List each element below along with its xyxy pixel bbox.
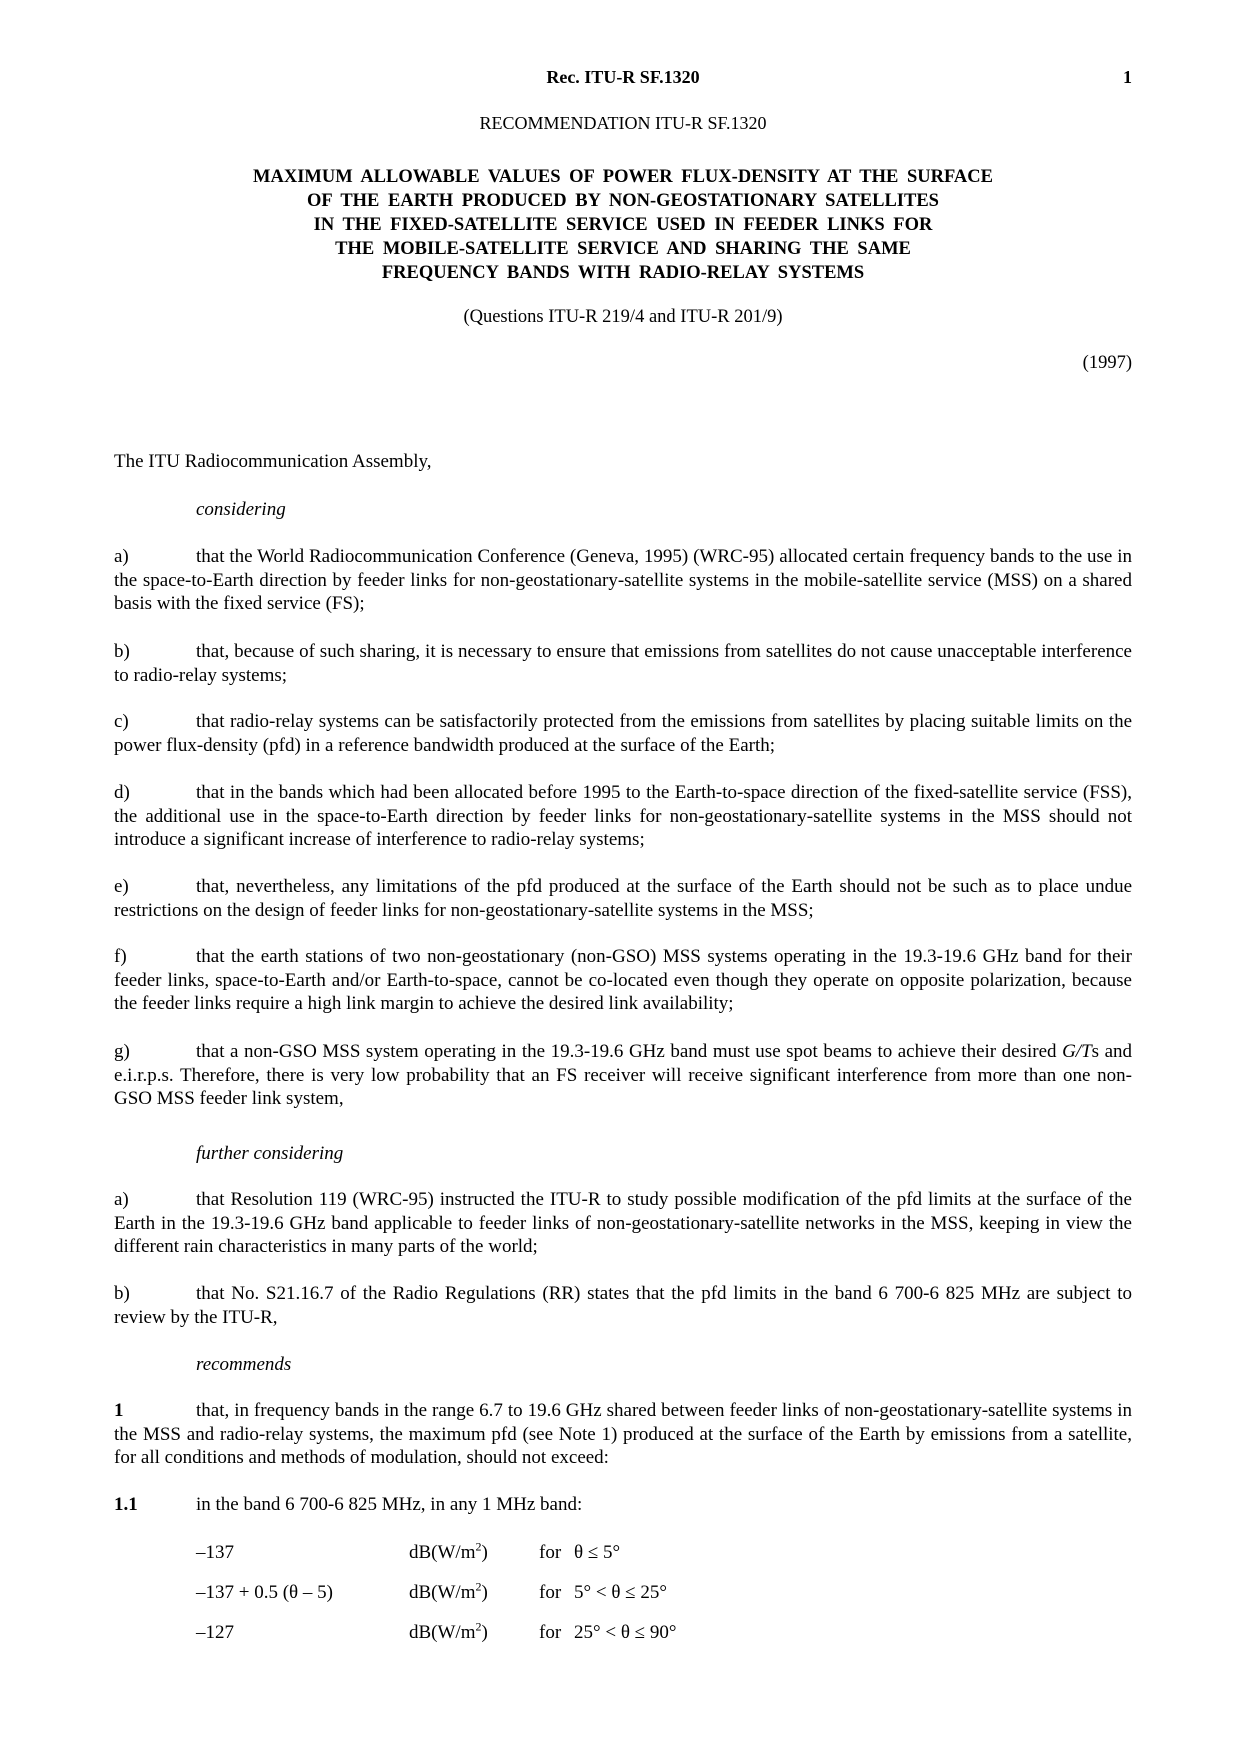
questions-reference: (Questions ITU-R 219/4 and ITU-R 201/9) xyxy=(463,307,783,327)
title-line: OF THE EARTH PRODUCED BY NON-GEOSTATIONARY SATELLITES xyxy=(307,191,939,211)
considering-item-b xyxy=(114,640,1132,687)
page-header xyxy=(114,66,1132,92)
recommends-heading: recommends xyxy=(196,1354,292,1375)
further-considering-heading: further considering xyxy=(196,1143,344,1164)
item-label: 1 xyxy=(114,1400,124,1421)
item-label: a) xyxy=(114,546,129,567)
formula-condition: 5° < θ ≤ 25° xyxy=(574,1582,667,1603)
item-text-start: that a non-GSO MSS system operating in the 19.3-19.6 GHz band must use spot beams to achieve their desired xyxy=(196,1041,1063,1062)
formula-unit: $dB(W/m^2)$ xyxy=(409,1539,488,1563)
further-considering-item-a xyxy=(114,1188,1132,1259)
year: (1997) xyxy=(1082,353,1132,373)
considering-item-e xyxy=(114,875,1132,922)
formula-row xyxy=(196,1621,896,1647)
item-text: that the earth stations of two non-geostationary (non-GSO) MSS systems operating in the 19.3-19.6 GHz band for their feeder links, space-to-Earth and/or Earth-to-space, cannot be co-located even though they operate on opposite polarization, because the feeder links require a high link margin to achieve the desired link availability; xyxy=(114,946,1132,1014)
item-text: that, nevertheless, any limitations of the pfd produced at the surface of the Earth should not be such as to place undue restrictions on the design of feeder links for non-geostationary-satellite systems in the MSS; xyxy=(114,876,1132,921)
considering-item-f xyxy=(114,945,1132,1016)
item-label: f) xyxy=(114,946,127,967)
formula-row xyxy=(196,1541,896,1567)
considering-item-a xyxy=(114,545,1132,616)
formula-for: for xyxy=(539,1542,562,1563)
formula-expression: –137 xyxy=(196,1542,234,1563)
item-text: that the World Radiocommunication Conference (Geneva, 1995) (WRC-95) allocated certain frequency bands to the use in the space-to-Earth direction by feeder links for non-geostationary-satellite systems in the mobile-satellite service (MSS) on a shared basis with the fixed service (FS); xyxy=(114,546,1132,614)
item-text: that in the bands which had been allocated before 1995 to the Earth-to-space direction of the fixed-satellite service (FSS), the additional use in the space-to-Earth direction by feeder links for non-geostationary-satellite systems in the MSS should not introduce a significant increase of interference to radio-relay systems; xyxy=(114,782,1132,850)
title-line: FREQUENCY BANDS WITH RADIO-RELAY SYSTEMS xyxy=(381,263,865,283)
assembly-line: The ITU Radiocommunication Assembly, xyxy=(114,451,432,472)
considering-item-c xyxy=(114,710,1132,757)
formula-for: for xyxy=(539,1622,562,1643)
item-text-end: s and e.i.r.p.s. Therefore, there is very low probability that an FS receiver will receive significant interference from more than one non-GSO MSS feeder link system, xyxy=(114,1041,1133,1109)
considering-item-g xyxy=(114,1040,1132,1111)
item-label: c) xyxy=(114,711,129,732)
formula-condition: 25° < θ ≤ 90° xyxy=(574,1622,677,1643)
item-label: b) xyxy=(114,1283,130,1304)
item-label: g) xyxy=(114,1041,130,1062)
formula-condition: θ ≤ 5° xyxy=(574,1542,621,1563)
formula-unit: $dB(W/m^2)$ xyxy=(409,1619,488,1643)
document-title xyxy=(114,165,1132,285)
page-number: 1 xyxy=(1123,67,1132,87)
item-text: in the band 6 700-6 825 MHz, in any 1 MHz band: xyxy=(196,1494,583,1515)
item-label: 1.1 xyxy=(114,1494,138,1515)
formula-for: for xyxy=(539,1582,562,1603)
item-label: b) xyxy=(114,641,130,662)
item-text: that, in frequency bands in the range 6.7 to 19.6 GHz shared between feeder links of non-geostationary-satellite systems in the MSS and radio-relay systems, the maximum pfd (see Note 1) produced at the surface of the Earth by emissions from a satellite, for all conditions and methods of modulation, should not exceed: xyxy=(114,1400,1132,1468)
running-title: Rec. ITU-R SF.1320 xyxy=(546,67,700,87)
title-line: IN THE FIXED-SATELLITE SERVICE USED IN FEEDER LINKS FOR xyxy=(313,215,933,235)
formula-expression: –137 + 0.5 (θ – 5) xyxy=(196,1582,333,1603)
item-text: that, because of such sharing, it is necessary to ensure that emissions from satellites do not cause unacceptable interference to radio-relay systems; xyxy=(114,641,1132,686)
formula-row xyxy=(196,1581,896,1607)
item-label: d) xyxy=(114,782,130,803)
considering-heading: considering xyxy=(196,499,286,520)
gt-symbol: G/T xyxy=(1062,1041,1092,1062)
item-label: a) xyxy=(114,1189,129,1210)
recommends-item-1 xyxy=(114,1399,1132,1470)
item-text: that radio-relay systems can be satisfactorily protected from the emissions from satellites by placing suitable limits on the power flux-density (pfd) in a reference bandwidth produced at the surface of the Earth; xyxy=(114,711,1132,756)
title-line: MAXIMUM ALLOWABLE VALUES OF POWER FLUX-DENSITY AT THE SURFACE xyxy=(253,167,993,187)
item-text xyxy=(114,1040,1132,1111)
further-considering-item-b xyxy=(114,1282,1132,1329)
item-label: e) xyxy=(114,876,129,897)
recommendation-name: RECOMMENDATION ITU-R SF.1320 xyxy=(479,113,767,133)
formula-unit: $dB(W/m^2)$ xyxy=(409,1579,488,1603)
title-line: THE MOBILE-SATELLITE SERVICE AND SHARING THE SAME xyxy=(335,239,911,259)
item-text: that No. S21.16.7 of the Radio Regulations (RR) states that the pfd limits in the band 6 700-6 825 MHz are subject to review by the ITU-R, xyxy=(114,1283,1132,1328)
considering-item-d xyxy=(114,781,1132,852)
formula-expression: –127 xyxy=(196,1622,234,1643)
item-text: that Resolution 119 (WRC-95) instructed the ITU-R to study possible modification of the pfd limits at the surface of the Earth in the 19.3-19.6 GHz band applicable to feeder links of non-geostationary-satellite networks in the MSS, keeping in view the different rain characteristics in many parts of the world; xyxy=(114,1189,1132,1257)
